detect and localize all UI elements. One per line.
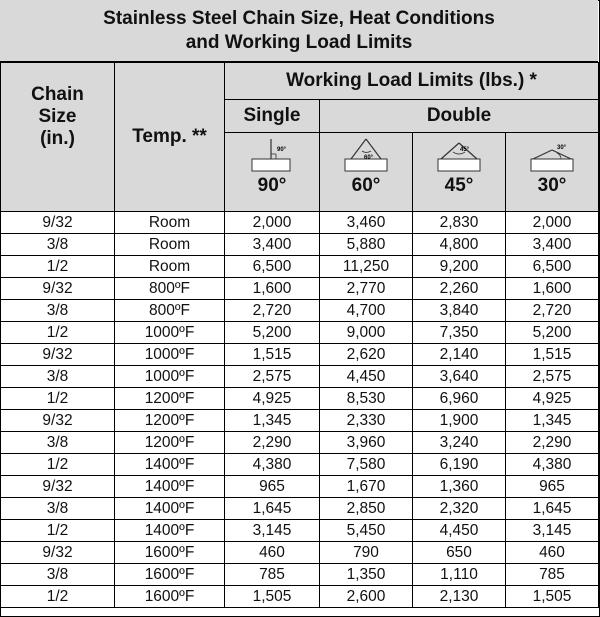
double-45-cell: 2,130 [413, 586, 506, 608]
table-row [1, 366, 599, 388]
double-30-cell: 4,925 [506, 388, 599, 410]
table-row [1, 388, 599, 410]
double-45-cell: 2,260 [413, 278, 506, 300]
chain-size-cell: 3/8 [1, 498, 115, 520]
double-30-cell: 3,400 [506, 234, 599, 256]
svg-text:60°: 60° [364, 155, 374, 161]
load-limits-table [0, 62, 599, 608]
table-row [1, 520, 599, 542]
double-45-cell: 650 [413, 542, 506, 564]
double-60-cell: 2,330 [320, 410, 413, 432]
angle-60-header [320, 133, 413, 212]
single-90-cell: 785 [225, 564, 320, 586]
double-30-cell: 1,600 [506, 278, 599, 300]
double-30-cell: 965 [506, 476, 599, 498]
temp-cell: Room [115, 234, 225, 256]
double-30-cell: 2,000 [506, 212, 599, 234]
single-header: Single [225, 100, 320, 133]
single-90-cell: 2,290 [225, 432, 320, 454]
chain-size-header [1, 63, 115, 212]
table-row [1, 476, 599, 498]
double-sling-30-icon [527, 137, 577, 173]
double-45-cell: 3,840 [413, 300, 506, 322]
table-row [1, 454, 599, 476]
double-60-cell: 1,670 [320, 476, 413, 498]
double-60-cell: 11,250 [320, 256, 413, 278]
chain-size-cell: 1/2 [1, 520, 115, 542]
single-90-cell: 460 [225, 542, 320, 564]
temp-cell: 1400ºF [115, 454, 225, 476]
chain-size-cell: 3/8 [1, 564, 115, 586]
table-row [1, 344, 599, 366]
single-90-cell: 3,400 [225, 234, 320, 256]
double-60-cell: 2,620 [320, 344, 413, 366]
double-30-cell: 2,720 [506, 300, 599, 322]
title-line-2: and Working Load Limits [185, 32, 413, 53]
temp-cell: 1200ºF [115, 388, 225, 410]
single-90-cell: 2,000 [225, 212, 320, 234]
double-60-cell: 5,450 [320, 520, 413, 542]
temp-cell: 1600ºF [115, 586, 225, 608]
chain-size-cell: 9/32 [1, 344, 115, 366]
double-45-cell: 2,320 [413, 498, 506, 520]
double-60-cell: 790 [320, 542, 413, 564]
temp-header: Temp. ** [115, 63, 225, 212]
double-45-cell: 9,200 [413, 256, 506, 278]
table-row [1, 432, 599, 454]
chain-size-cell: 3/8 [1, 300, 115, 322]
single-90-cell: 965 [225, 476, 320, 498]
temp-cell: 1400ºF [115, 498, 225, 520]
double-60-cell: 2,770 [320, 278, 413, 300]
double-30-cell: 1,505 [506, 586, 599, 608]
double-60-cell: 8,530 [320, 388, 413, 410]
double-60-cell: 2,600 [320, 586, 413, 608]
angle-45-header [413, 133, 506, 212]
double-45-cell: 3,640 [413, 366, 506, 388]
chain-header-line-1: Chain [31, 84, 84, 105]
double-sling-60-icon [341, 137, 391, 173]
table-row [1, 300, 599, 322]
double-60-cell: 3,460 [320, 212, 413, 234]
double-30-cell: 1,345 [506, 410, 599, 432]
temp-cell: 1400ºF [115, 476, 225, 498]
single-sling-90-icon [249, 137, 295, 173]
single-90-cell: 1,600 [225, 278, 320, 300]
table-row [1, 586, 599, 608]
angle-60-label: 60° [351, 175, 381, 196]
angle-30-header [506, 133, 599, 212]
chain-size-cell: 3/8 [1, 366, 115, 388]
single-90-cell: 2,720 [225, 300, 320, 322]
double-header: Double [320, 100, 599, 133]
table-body [1, 212, 599, 608]
chain-size-cell: 1/2 [1, 256, 115, 278]
double-45-cell: 1,360 [413, 476, 506, 498]
double-60-cell: 1,350 [320, 564, 413, 586]
single-90-cell: 4,380 [225, 454, 320, 476]
double-sling-45-icon [434, 137, 484, 173]
double-45-cell: 3,240 [413, 432, 506, 454]
table-title [0, 0, 598, 62]
single-90-cell: 1,345 [225, 410, 320, 432]
single-90-cell: 1,515 [225, 344, 320, 366]
double-30-cell: 2,575 [506, 366, 599, 388]
double-30-cell: 785 [506, 564, 599, 586]
double-45-cell: 2,140 [413, 344, 506, 366]
title-line-1: Stainless Steel Chain Size, Heat Conditions [103, 8, 495, 29]
temp-cell: 1200ºF [115, 432, 225, 454]
single-90-cell: 2,575 [225, 366, 320, 388]
temp-cell: 1600ºF [115, 564, 225, 586]
chain-size-cell: 3/8 [1, 432, 115, 454]
single-90-cell: 1,505 [225, 586, 320, 608]
double-45-cell: 7,350 [413, 322, 506, 344]
table-row [1, 322, 599, 344]
double-30-cell: 2,290 [506, 432, 599, 454]
table-row [1, 498, 599, 520]
double-45-cell: 1,110 [413, 564, 506, 586]
chain-size-cell: 9/32 [1, 476, 115, 498]
temp-cell: 1200ºF [115, 410, 225, 432]
double-30-cell: 460 [506, 542, 599, 564]
chain-size-cell: 9/32 [1, 542, 115, 564]
chain-size-cell: 9/32 [1, 278, 115, 300]
table-row [1, 212, 599, 234]
double-45-cell: 1,900 [413, 410, 506, 432]
double-45-cell: 2,830 [413, 212, 506, 234]
svg-text:45°: 45° [460, 147, 470, 153]
single-90-cell: 4,925 [225, 388, 320, 410]
single-90-cell: 5,200 [225, 322, 320, 344]
temp-cell: 1000ºF [115, 344, 225, 366]
double-45-cell: 6,190 [413, 454, 506, 476]
svg-text:90°: 90° [277, 147, 287, 153]
double-30-cell: 1,645 [506, 498, 599, 520]
double-60-cell: 4,450 [320, 366, 413, 388]
chain-size-cell: 3/8 [1, 234, 115, 256]
table-row [1, 564, 599, 586]
temp-cell: 1400ºF [115, 520, 225, 542]
angle-30-label: 30° [537, 175, 567, 196]
chain-header-line-2: Size [38, 106, 77, 127]
temp-cell: Room [115, 212, 225, 234]
wll-header: Working Load Limits (lbs.) * [225, 63, 599, 100]
single-90-cell: 1,645 [225, 498, 320, 520]
table-row [1, 410, 599, 432]
double-45-cell: 4,450 [413, 520, 506, 542]
single-90-cell: 6,500 [225, 256, 320, 278]
chain-size-cell: 9/32 [1, 212, 115, 234]
table-row [1, 278, 599, 300]
temp-cell: 800ºF [115, 278, 225, 300]
svg-text:30°: 30° [557, 145, 567, 151]
temp-cell: Room [115, 256, 225, 278]
angle-45-label: 45° [444, 175, 474, 196]
temp-cell: 1600ºF [115, 542, 225, 564]
double-30-cell: 5,200 [506, 322, 599, 344]
table-row [1, 542, 599, 564]
temp-cell: 800ºF [115, 300, 225, 322]
double-45-cell: 6,960 [413, 388, 506, 410]
angle-90-label: 90° [257, 175, 287, 196]
double-60-cell: 3,960 [320, 432, 413, 454]
table-row [1, 234, 599, 256]
double-60-cell: 5,880 [320, 234, 413, 256]
chain-size-cell: 9/32 [1, 410, 115, 432]
temp-cell: 1000ºF [115, 366, 225, 388]
double-60-cell: 9,000 [320, 322, 413, 344]
table-row [1, 256, 599, 278]
double-45-cell: 4,800 [413, 234, 506, 256]
double-30-cell: 4,380 [506, 454, 599, 476]
angle-90-header [225, 133, 320, 212]
temp-cell: 1000ºF [115, 322, 225, 344]
chain-size-cell: 1/2 [1, 454, 115, 476]
double-60-cell: 2,850 [320, 498, 413, 520]
chain-size-cell: 1/2 [1, 586, 115, 608]
chain-size-cell: 1/2 [1, 322, 115, 344]
double-60-cell: 4,700 [320, 300, 413, 322]
double-30-cell: 1,515 [506, 344, 599, 366]
single-90-cell: 3,145 [225, 520, 320, 542]
double-60-cell: 7,580 [320, 454, 413, 476]
double-30-cell: 3,145 [506, 520, 599, 542]
chain-header-line-3: (in.) [40, 128, 75, 149]
chain-size-cell: 1/2 [1, 388, 115, 410]
double-30-cell: 6,500 [506, 256, 599, 278]
